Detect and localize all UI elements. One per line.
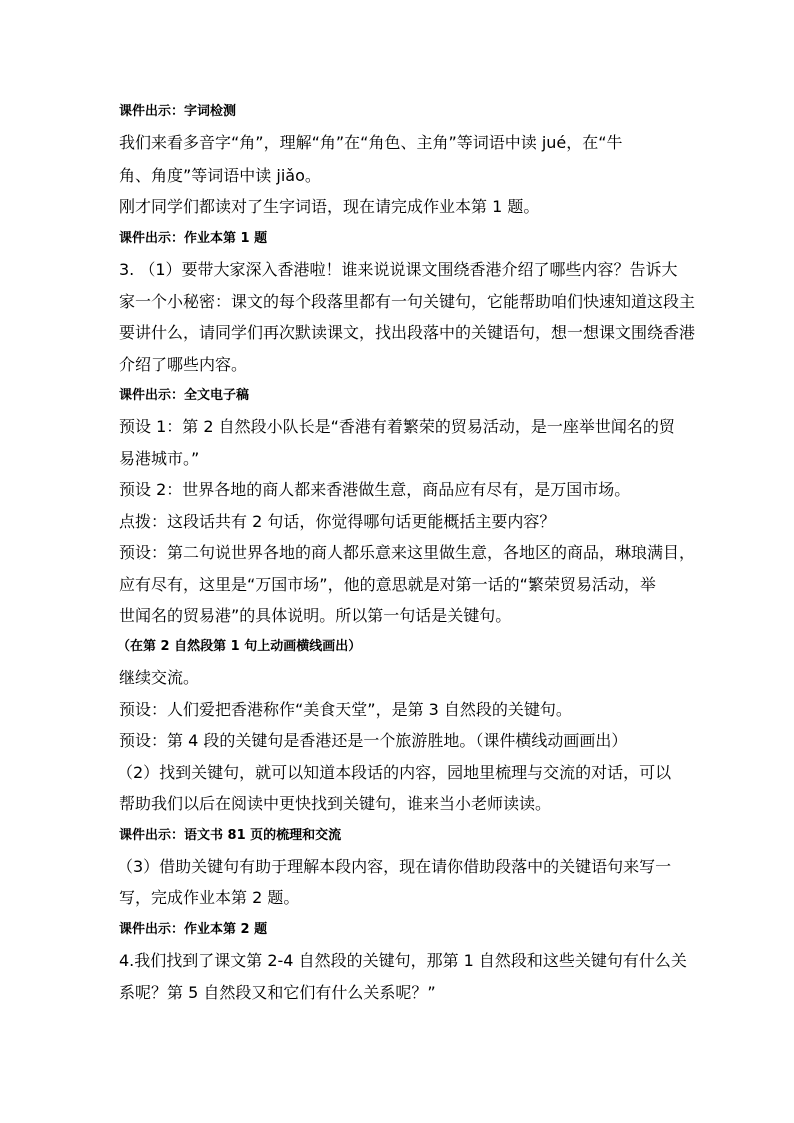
slide-label-homework-2: 课件出示：作业本第 2 题 <box>119 922 268 937</box>
paragraph-line: 继续交流。 <box>119 668 200 687</box>
paragraph-line: 预设：第 4 段的关键句是香港还是一个旅游胜地。（课件横线动画画出） <box>119 731 628 750</box>
slide-label-full-text: 课件出示：全文电子稿 <box>119 388 250 403</box>
paragraph-line: 点拨：这段话共有 2 句话，你觉得哪句话更能概括主要内容？ <box>119 512 556 531</box>
slide-label-homework-1: 课件出示：作业本第 1 题 <box>119 231 268 246</box>
paragraph-line: 4.我们找到了课文第 2-4 自然段的关键句，那第 1 自然段和这些关键句有什么关 <box>119 951 687 970</box>
paragraph-line: 易港城市。” <box>119 449 200 468</box>
paragraph-line: 应有尽有，这里是“万国市场”，他的意思就是对第一话的“繁荣贸易活动，举 <box>119 575 656 594</box>
paragraph-line: 帮助我们以后在阅读中更快找到关键句，谁来当小老师读读。 <box>119 794 552 813</box>
paragraph-line: （2）找到关键句，就可以知道本段话的内容，园地里梳理与交流的对话，可以 <box>117 763 672 782</box>
paragraph-line: 系呢？第 5 自然段又和它们有什么关系呢？” <box>119 983 436 1002</box>
paragraph-line: （3）借助关键句有助于理解本段内容，现在请你借助段落中的关键语句来写一 <box>117 857 672 876</box>
paragraph-line: 世闻名的贸易港”的具体说明。所以第一句话是关键句。 <box>119 606 512 625</box>
paragraph-line: 刚才同学们都读对了生字词语，现在请完成作业本第 1 题。 <box>119 197 540 216</box>
animation-note: （在第 2 自然段第 1 句上动画横线画出） <box>117 639 362 654</box>
paragraph-line: 3. （1）要带大家深入香港啦！谁来说说课文围绕香港介绍了哪些内容？告诉大 <box>119 260 678 279</box>
paragraph-line: 家一个小秘密：课文的每个段落里都有一句关键句，它能帮助咱们快速知道这段主 <box>119 292 696 311</box>
paragraph-line: 预设 1：第 2 自然段小队长是“香港有着繁荣的贸易活动，是一座举世闻名的贸 <box>119 417 675 436</box>
paragraph-line: 预设：第二句说世界各地的商人都乐意来这里做生意，各地区的商品，琳琅满目， <box>119 543 696 562</box>
paragraph-line: 介绍了哪些内容。 <box>119 355 248 374</box>
paragraph-line: 我们来看多音字“角”，理解“角”在“角色、主角”等词语中读 jué，在“牛 <box>119 133 623 152</box>
slide-label-word-check: 课件出示：字词检测 <box>119 104 237 119</box>
paragraph-line: 预设：人们爱把香港称作“美食天堂”，是第 3 自然段的关键句。 <box>119 700 572 719</box>
paragraph-line: 要讲什么，请同学们再次默读课文，找出段落中的关键语句，想一想课文围绕香港 <box>119 323 696 342</box>
paragraph-line: 写，完成作业本第 2 题。 <box>119 888 300 907</box>
slide-label-textbook: 课件出示：语文书 81 页的梳理和交流 <box>119 828 342 843</box>
paragraph-line: 预设 2：世界各地的商人都来香港做生意，商品应有尽有，是万国市场。 <box>119 480 631 499</box>
paragraph-line: 角、角度”等词语中读 jiǎo。 <box>119 166 321 185</box>
